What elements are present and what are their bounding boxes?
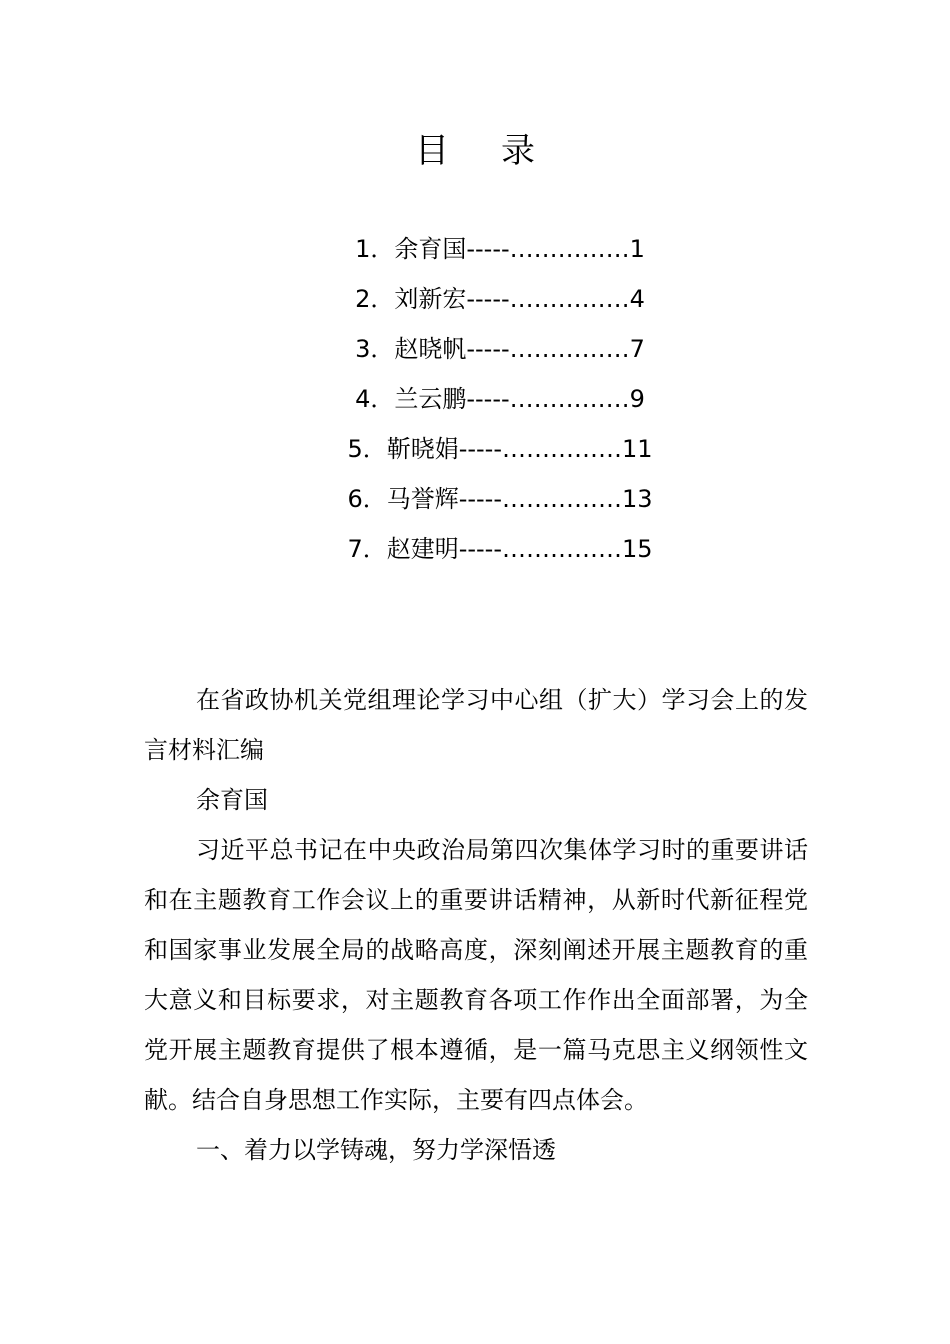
toc-title [0,128,950,174]
toc-title-char-1: 目 [415,131,449,171]
document-body [144,675,808,1175]
toc-entry[interactable]: 7．赵建明-----……………15 [347,535,653,563]
document-heading: 在省政协机关党组理论学习中心组（扩大）学习会上的发言材料汇编 [144,686,808,764]
toc-entry[interactable]: 2．刘新宏-----……………4 [355,285,645,313]
toc-entry[interactable]: 5．靳晓娟-----……………11 [347,435,653,463]
toc-list [0,224,950,574]
toc-entry[interactable]: 6．马誉辉-----……………13 [347,485,653,513]
toc-entry[interactable]: 4．兰云鹏-----……………9 [355,385,645,413]
toc-entry[interactable]: 3．赵晓帆-----……………7 [355,335,645,363]
speaker-name: 余育国 [196,786,268,814]
toc-title-char-2: 录 [501,131,535,171]
toc-entry[interactable]: 1．余育国-----……………1 [355,235,645,263]
section-heading: 一、着力以学铸魂，努力学深悟透 [196,1136,556,1164]
body-paragraph: 习近平总书记在中央政治局第四次集体学习时的重要讲话和在主题教育工作会议上的重要讲话精神，从新时代新征程党和国家事业发展全局的战略高度，深刻阐述开展主题教育的重大意义和目标要求，对主题教育各项工作作出全面部署，为全党开展主题教育提供了根本遵循，是一篇马克思主义纲领性文献。结合自身思想工作实际，主要有四点体会。 [144,836,808,1114]
